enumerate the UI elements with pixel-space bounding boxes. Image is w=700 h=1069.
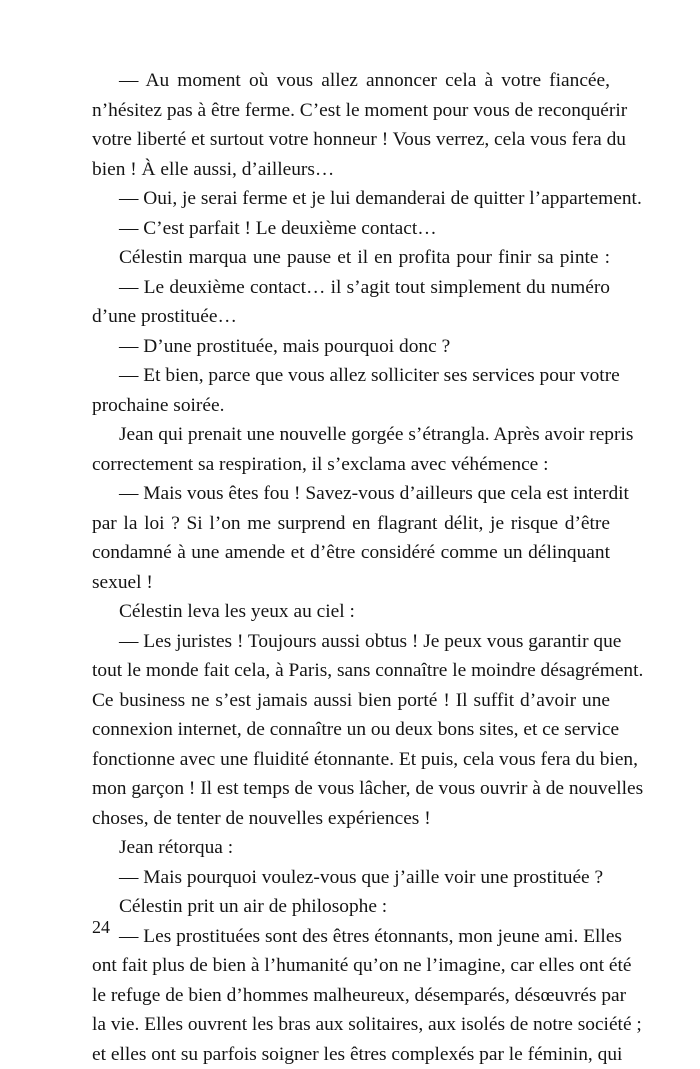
text-line: Célestin marqua une pause et il en profita pour finir sa pinte : <box>92 243 610 273</box>
page-body <box>92 66 610 1069</box>
text-line: prochaine soirée. <box>92 391 610 421</box>
text-line: mon garçon ! Il est temps de vous lâcher, de vous ouvrir à de nouvelles <box>92 774 610 804</box>
text-line: le refuge de bien d’hommes malheureux, désemparés, désœuvrés par <box>92 981 610 1011</box>
text-line: et elles ont su parfois soigner les êtres complexés par le féminin, qui <box>92 1040 610 1069</box>
text-line: — Oui, je serai ferme et je lui demanderai de quitter l’appartement. <box>92 184 610 214</box>
text-line: correctement sa respiration, il s’exclama avec véhémence : <box>92 450 610 480</box>
text-line: fonctionne avec une fluidité étonnante. Et puis, cela vous fera du bien, <box>92 745 610 775</box>
text-line: Célestin leva les yeux au ciel : <box>92 597 610 627</box>
text-line: ont fait plus de bien à l’humanité qu’on ne l’imagine, car elles ont été <box>92 951 610 981</box>
text-line: Célestin prit un air de philosophe : <box>92 892 610 922</box>
text-line: — D’une prostituée, mais pourquoi donc ? <box>92 332 610 362</box>
text-line: — Et bien, parce que vous allez solliciter ses services pour votre <box>92 361 610 391</box>
text-line: choses, de tenter de nouvelles expériences ! <box>92 804 610 834</box>
text-line: connexion internet, de connaître un ou deux bons sites, et ce service <box>92 715 610 745</box>
text-line: la vie. Elles ouvrent les bras aux solitaires, aux isolés de notre société ; <box>92 1010 610 1040</box>
text-line: bien ! À elle aussi, d’ailleurs… <box>92 155 610 185</box>
page-number: 24 <box>92 915 110 939</box>
text-line: par la loi ? Si l’on me surprend en flagrant délit, je risque d’être <box>92 509 610 539</box>
text-line: d’une prostituée… <box>92 302 610 332</box>
text-line: — Au moment où vous allez annoncer cela à votre fiancée, <box>92 66 610 96</box>
text-line: tout le monde fait cela, à Paris, sans connaître le moindre désagrément. <box>92 656 610 686</box>
text-line: condamné à une amende et d’être considéré comme un délinquant <box>92 538 610 568</box>
text-line: — Le deuxième contact… il s’agit tout simplement du numéro <box>92 273 610 303</box>
text-line: Jean qui prenait une nouvelle gorgée s’étrangla. Après avoir repris <box>92 420 610 450</box>
text-line: Jean rétorqua : <box>92 833 610 863</box>
text-line: — Les juristes ! Toujours aussi obtus ! Je peux vous garantir que <box>92 627 610 657</box>
text-line: Ce business ne s’est jamais aussi bien porté ! Il suffit d’avoir une <box>92 686 610 716</box>
text-line: — Mais pourquoi voulez-vous que j’aille voir une prostituée ? <box>92 863 610 893</box>
text-line: — Mais vous êtes fou ! Savez-vous d’ailleurs que cela est interdit <box>92 479 610 509</box>
text-line: n’hésitez pas à être ferme. C’est le moment pour vous de reconquérir <box>92 96 610 126</box>
text-line: sexuel ! <box>92 568 610 598</box>
text-line: votre liberté et surtout votre honneur ! Vous verrez, cela vous fera du <box>92 125 610 155</box>
text-line: — C’est parfait ! Le deuxième contact… <box>92 214 610 244</box>
text-line: — Les prostituées sont des êtres étonnants, mon jeune ami. Elles <box>92 922 610 952</box>
